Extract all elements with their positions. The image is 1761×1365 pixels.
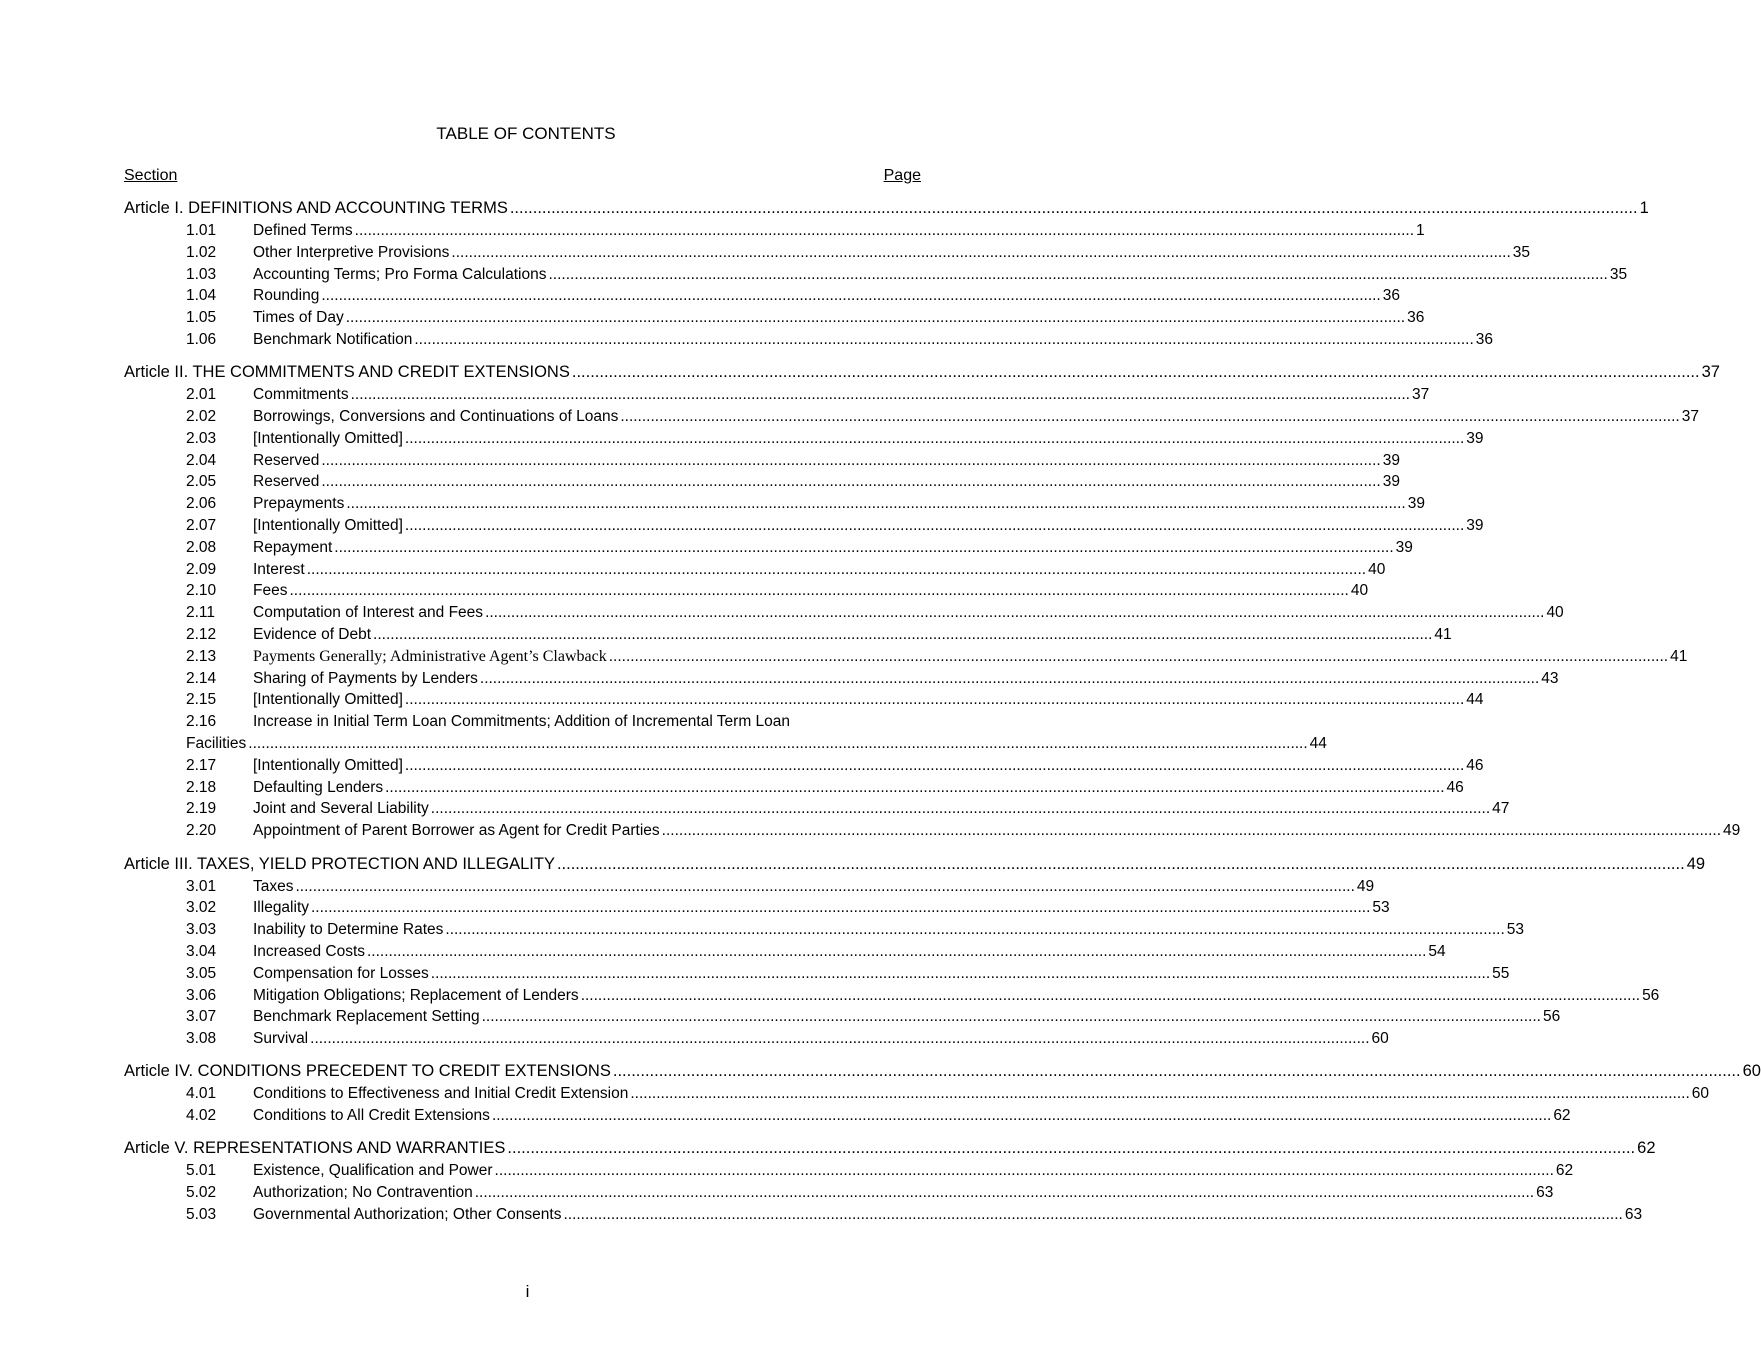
section-page-number: 35 [1512,243,1531,261]
section-page-number: 40 [1546,604,1564,622]
section-label: [Intentionally Omitted] [253,756,403,774]
section-number: 1.06 [186,330,217,348]
section-page-number: 41 [1434,626,1452,644]
toc-section-row[interactable] [124,1006,1561,1028]
page-number: i [525,1282,530,1301]
dot-leader [572,361,1700,384]
dot-leader [310,1028,1369,1050]
toc-section-row[interactable] [124,307,1425,329]
toc-section-row[interactable] [124,798,1510,820]
section-page-number: 63 [1624,1206,1643,1224]
dot-leader [355,220,1414,242]
section-page-number: 44 [1309,735,1327,753]
section-page-number: 39 [1395,538,1413,556]
section-page-number: 62 [1555,1162,1574,1180]
dot-leader [609,646,1668,668]
section-number: 5.02 [186,1184,217,1202]
section-label: Other Interpretive Provisions [253,243,450,261]
dot-leader [510,197,1638,220]
toc-section-row[interactable] [124,428,1484,450]
dot-leader [289,580,1348,602]
section-number: 2.17 [186,756,217,774]
section-page-number: 43 [1541,669,1559,687]
toc-article-row[interactable] [124,853,1706,876]
section-number: 2.11 [186,604,216,622]
section-number: 2.05 [186,473,217,491]
section-number: 3.04 [186,942,217,960]
section-label: Increased Costs [253,942,365,960]
toc-header [124,167,932,197]
dot-leader [367,941,1426,963]
dot-leader [307,559,1366,581]
section-page-number: 55 [1492,964,1510,982]
dot-leader [563,1204,1622,1226]
toc-section-row[interactable] [124,406,1699,428]
section-label: [Intentionally Omitted] [253,517,403,535]
dot-leader [321,285,1380,307]
toc-section-row[interactable] [124,559,1386,581]
section-label: Defaulting Lenders [253,778,384,796]
section-label: Prepayments [253,495,345,513]
section-number: 4.02 [186,1107,217,1125]
section-number: 3.03 [186,921,217,939]
toc-section-row[interactable] [124,689,1484,711]
toc-section-row[interactable] [124,777,1464,799]
section-label: Survival [253,1030,309,1048]
section-label: Times of Day [253,309,344,327]
section-number: 2.14 [186,669,217,687]
section-label: Payments Generally; Administrative Agent’s Clawback [253,647,607,665]
section-label: Compensation for Losses [253,964,429,982]
section-label: Appointment of Parent Borrower as Agent for Credit Parties [253,822,660,840]
article-heading: Article III. TAXES, YIELD PROTECTION AND ILLEGALITY [124,854,555,873]
dot-leader [311,897,1370,919]
toc-section-row[interactable] [124,711,932,733]
section-number: 2.01 [186,386,217,404]
toc-section-row[interactable] [124,242,1531,264]
section-page-number: 39 [1466,517,1484,535]
section-number: 2.18 [186,778,217,796]
article-page-number: 1 [1639,199,1649,217]
section-page-number: 35 [1609,265,1628,283]
dot-leader [507,1137,1635,1160]
section-number: 2.19 [186,800,217,818]
toc-article-row[interactable] [124,361,1720,384]
section-page-number: 53 [1506,921,1525,939]
toc-section-row[interactable] [124,985,1660,1007]
section-page-number: 47 [1492,800,1510,818]
section-page-number: 36 [1382,287,1400,305]
section-page-number: 56 [1642,986,1660,1004]
section-page-number: 60 [1371,1030,1389,1048]
section-page-number: 41 [1670,647,1688,665]
article-page-number: 37 [1701,363,1720,382]
dot-leader [662,820,1721,842]
section-number: 4.01 [186,1085,217,1103]
section-label: Interest [253,560,305,578]
article-page-number: 49 [1686,854,1706,873]
dot-leader [557,853,1685,876]
toc-section-row[interactable] [124,624,1452,646]
dot-leader [321,471,1380,493]
article-heading: Article I. DEFINITIONS AND ACCOUNTING TERMS [124,199,508,217]
dot-leader [581,985,1640,1007]
dot-leader [346,493,1405,515]
section-label: Commitments [253,386,349,404]
dot-leader [373,624,1432,646]
toc-section-row[interactable] [124,668,1559,690]
toc-section-row[interactable] [124,493,1425,515]
section-page-number: 40 [1368,560,1386,578]
toc-section-row[interactable] [124,515,1484,537]
section-label: Computation of Interest and Fees [253,604,484,622]
section-number: 3.07 [186,1008,217,1026]
section-label: Rounding [253,287,320,305]
dot-leader [480,668,1539,690]
section-label: Sharing of Payments by Lenders [253,669,478,687]
toc-section-row[interactable] [124,963,1510,985]
section-label: Defined Terms [253,222,353,239]
toc-section-row[interactable] [124,646,1688,668]
section-number: 2.09 [186,560,217,578]
section-label: Increase in Initial Term Loan Commitments; Addition of Incremental Term Loan [253,713,791,731]
section-number: 2.02 [186,408,217,426]
page-title: TABLE OF CONTENTS [436,124,616,143]
dot-leader [492,1105,1551,1127]
section-number: 3.06 [186,986,217,1004]
section-label: Benchmark Replacement Setting [253,1008,480,1026]
section-number: 1.04 [186,287,217,305]
section-label: Reserved [253,473,320,491]
section-page-number: 39 [1382,473,1400,491]
toc-section-row[interactable] [124,1160,1574,1182]
article-page-number: 62 [1637,1139,1656,1158]
article-heading: Article V. REPRESENTATIONS AND WARRANTIES [124,1139,506,1158]
article-page-number: 60 [1742,1062,1761,1081]
section-number: 2.06 [186,495,217,513]
section-label: Authorization; No Contravention [253,1184,473,1202]
section-page-number: 54 [1428,942,1446,960]
dot-leader [334,537,1393,559]
dot-leader [475,1182,1534,1204]
toc-article-row[interactable] [124,197,1649,220]
section-label: Taxes [253,877,294,895]
section-number: 1.03 [186,265,217,283]
dot-leader [482,1006,1541,1028]
section-page-number: 39 [1466,429,1484,447]
section-number: 1.01 [186,222,217,239]
section-label: Accounting Terms; Pro Forma Calculations [253,265,547,283]
toc-section-row[interactable] [124,1182,1554,1204]
section-page-number: 63 [1536,1184,1554,1202]
section-number: 3.05 [186,964,217,982]
section-label: [Intentionally Omitted] [253,429,403,447]
toc-section-row[interactable] [124,220,1425,242]
section-label: Conditions to Effectiveness and Initial Credit Extension [253,1085,629,1103]
dot-leader [296,876,1355,898]
section-page-number: 39 [1382,451,1400,469]
section-label: Joint and Several Liability [253,800,429,818]
toc-section-row[interactable] [124,264,1628,286]
section-number: 5.01 [186,1162,217,1180]
dot-leader [485,602,1544,624]
section-label: Reserved [253,451,320,469]
section-number: 2.07 [186,517,217,535]
dot-leader [385,777,1444,799]
section-number: 2.04 [186,451,217,469]
section-label: Existence, Qualification and Power [253,1162,493,1180]
section-label: Mitigation Obligations; Replacement of Lenders [253,986,579,1004]
section-page-number: 44 [1466,691,1484,709]
dot-leader [405,515,1464,537]
section-number: 2.08 [186,538,217,556]
dot-leader [405,689,1464,711]
section-label: Conditions to All Credit Extensions [253,1107,490,1125]
section-page-number: 36 [1407,309,1425,327]
dot-leader [451,242,1510,264]
section-page-number: 49 [1723,822,1741,840]
section-page-number: 56 [1542,1008,1561,1026]
dot-leader [613,1060,1741,1083]
toc-section-row[interactable] [124,1204,1643,1226]
toc-section-row-continued[interactable] [124,733,1327,755]
dot-leader [351,384,1410,406]
section-number: 2.03 [186,429,217,447]
section-page-number: 39 [1407,495,1425,513]
section-number: 2.20 [186,822,217,840]
section-page-number: 62 [1553,1107,1571,1125]
dot-leader [405,755,1464,777]
dot-leader [445,919,1504,941]
section-number: 1.05 [186,309,217,327]
section-label: Borrowings, Conversions and Continuations of Loans [253,408,619,426]
dot-leader [321,450,1380,472]
section-label: Inability to Determine Rates [253,921,444,939]
dot-leader [431,798,1490,820]
section-label: [Intentionally Omitted] [253,691,403,709]
toc-section-row[interactable] [124,897,1390,919]
toc-section-row[interactable] [124,919,1525,941]
section-column-label: Section [124,167,178,184]
toc-section-row[interactable] [124,1105,1571,1127]
toc-article-row[interactable] [124,1137,1656,1160]
section-label-continued: Facilities [186,735,247,753]
section-number: 3.08 [186,1030,217,1048]
toc-section-row[interactable] [124,580,1369,602]
section-label: Fees [253,582,288,600]
section-page-number: 37 [1681,408,1699,426]
section-label: Benchmark Notification [253,330,413,348]
section-number: 5.03 [186,1206,217,1224]
section-page-number: 53 [1372,899,1390,917]
section-page-number: 40 [1350,582,1369,600]
toc-section-row[interactable] [124,1028,1389,1050]
toc-section-row[interactable] [124,450,1400,472]
toc-section-row[interactable] [124,384,1430,406]
dot-leader [548,264,1607,286]
section-page-number: 1 [1416,222,1425,239]
toc-section-row[interactable] [124,755,1484,777]
section-number: 2.13 [186,647,217,665]
toc-section-row[interactable] [124,537,1413,559]
section-number: 3.02 [186,899,217,917]
toc-section-row[interactable] [124,329,1493,351]
toc-section-row[interactable] [124,876,1375,898]
toc-section-row[interactable] [124,602,1564,624]
toc-section-row[interactable] [124,941,1446,963]
dot-leader [248,733,1307,755]
section-label: Governmental Authorization; Other Consents [253,1206,562,1224]
section-label: Illegality [253,899,309,917]
section-number: 2.15 [186,691,217,709]
section-label: Repayment [253,538,333,556]
toc-section-row[interactable] [124,820,1741,842]
section-number: 2.12 [186,626,217,644]
toc-article-row[interactable] [124,1060,1761,1083]
section-number: 2.16 [186,713,217,731]
section-label: Evidence of Debt [253,626,372,644]
dot-leader [630,1083,1689,1105]
section-number: 1.02 [186,243,217,261]
dot-leader [346,307,1405,329]
page-column-label: Page [883,167,921,184]
dot-leader [414,329,1473,351]
section-page-number: 37 [1411,386,1430,404]
toc-list [124,197,1761,1226]
section-page-number: 46 [1446,778,1464,796]
toc-section-row[interactable] [124,1083,1709,1105]
dot-leader [405,428,1464,450]
toc-page [124,124,1761,1226]
section-page-number: 49 [1356,877,1375,895]
dot-leader [431,963,1490,985]
article-heading: Article IV. CONDITIONS PRECEDENT TO CREDIT EXTENSIONS [124,1062,611,1081]
dot-leader [495,1160,1554,1182]
section-number: 3.01 [186,877,217,895]
dot-leader [620,406,1679,428]
section-page-number: 46 [1466,756,1484,774]
toc-section-row[interactable] [124,471,1400,493]
section-page-number: 36 [1475,330,1493,348]
section-page-number: 60 [1691,1085,1709,1103]
toc-section-row[interactable] [124,285,1400,307]
section-number: 2.10 [186,582,217,600]
article-heading: Article II. THE COMMITMENTS AND CREDIT EXTENSIONS [124,363,570,382]
